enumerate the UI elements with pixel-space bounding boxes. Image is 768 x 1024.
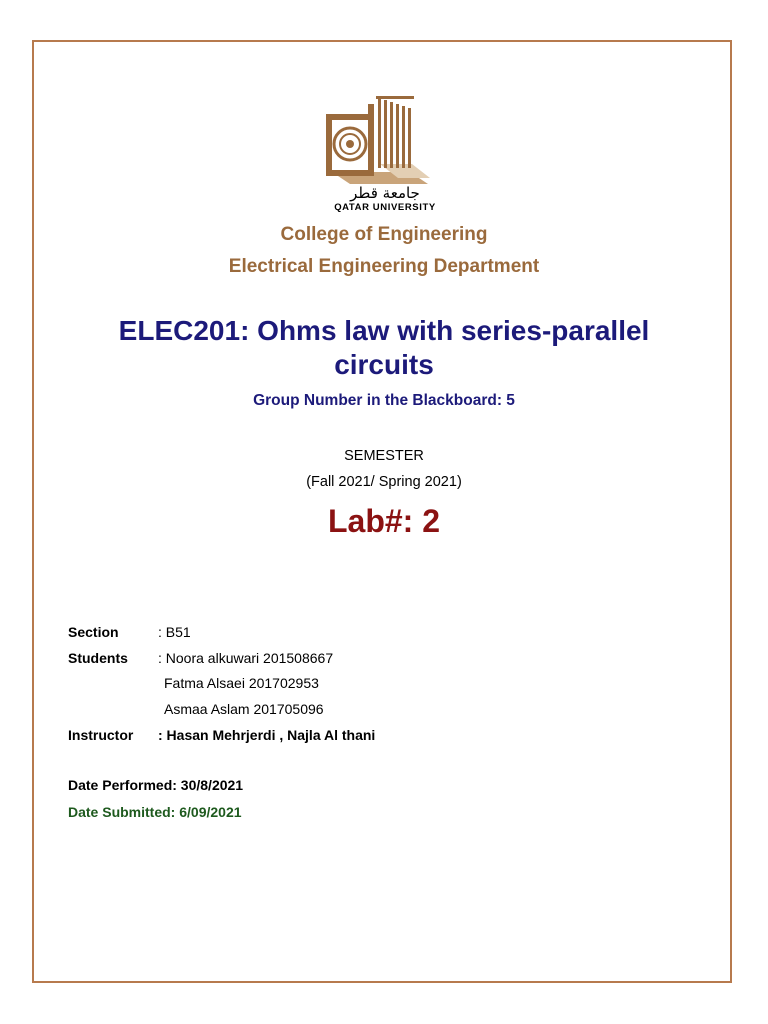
department-name: Electrical Engineering Department [228, 256, 540, 277]
semester-label: SEMESTER [344, 448, 424, 464]
student-1: : Noora alkuwari 201508667 [158, 650, 334, 666]
student-2: Fatma Alsaei 201702953 [164, 675, 319, 691]
lab-title: Lab#: 2 [327, 503, 441, 539]
qatar-university-logo [318, 94, 452, 212]
date-performed: Date Performed: 30/8/2021 [68, 777, 244, 793]
logo-emblem-icon [318, 94, 452, 212]
group-number: Group Number in the Blackboard: 5 [253, 392, 515, 409]
svg-text:جامعة قطر: جامعة قطر [350, 184, 420, 202]
date-submitted: Date Submitted: 6/09/2021 [68, 804, 242, 820]
svg-text:QATAR UNIVERSITY: QATAR UNIVERSITY [334, 202, 436, 212]
semester-range: (Fall 2021/ Spring 2021) [306, 474, 462, 490]
section-label: Section [68, 624, 119, 640]
instructor-label: Instructor [68, 727, 134, 743]
student-3: Asmaa Aslam 201705096 [164, 701, 324, 717]
instructor-value: : Hasan Mehrjerdi , Najla Al thani [158, 727, 376, 743]
section-value: : B51 [158, 624, 191, 640]
college-name: College of Engineering [280, 224, 488, 245]
students-label: Students [68, 650, 128, 666]
course-title: ELEC201: Ohms law with series-parallel circuits [118, 315, 650, 380]
